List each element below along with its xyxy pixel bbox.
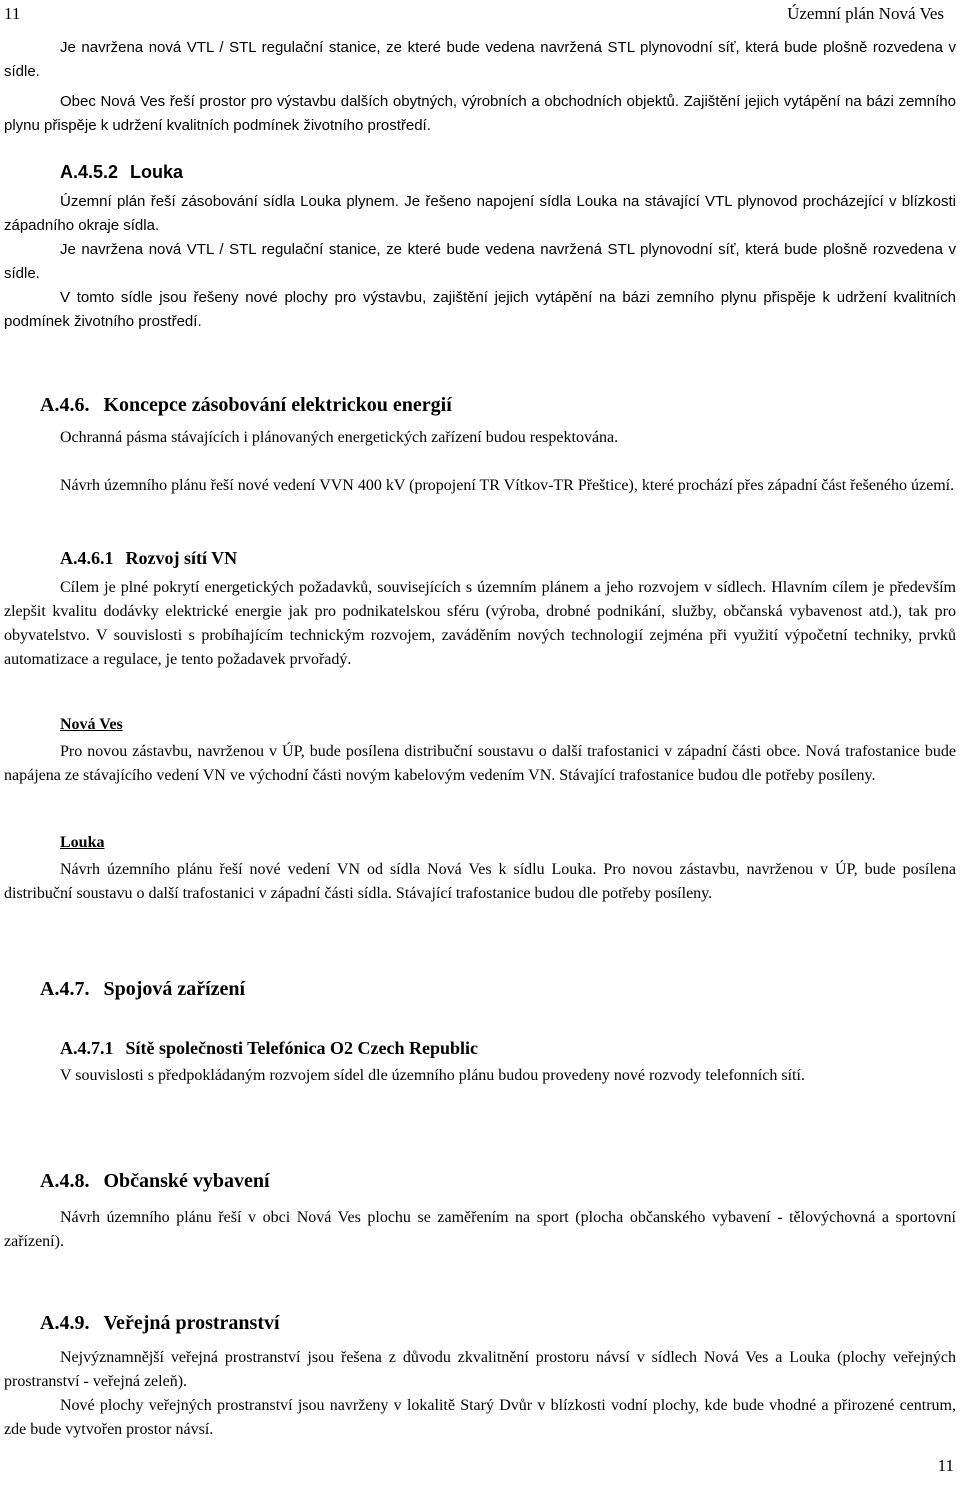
section-number: A.4.7. [40, 978, 90, 1000]
public-spaces-paragraph-2: Nové plochy veřejných prostranství jsou navrženy v lokalitě Starý Dvůr v blízkosti vodní plochy, kde bude vhodné a přirozené centrum, zde bude vytvořen prostor návsí. [4, 1397, 956, 1438]
section-number: A.4.9. [40, 1312, 90, 1334]
section-title: Občanské vybavení [103, 1170, 270, 1192]
section-number: A.4.6.1 [60, 548, 114, 568]
section-title: Veřejná prostranství [103, 1312, 280, 1334]
section-heading-a47 [40, 978, 245, 1001]
section-heading-a471 [60, 1038, 478, 1059]
header-title: Územní plán Nová Ves [787, 4, 944, 23]
telephone-paragraph: V souvislosti s předpokládaným rozvojem sídel dle územního plánu budou provedeny nové rozvody telefonních sítí. [60, 1067, 805, 1084]
section-heading-a49 [40, 1312, 280, 1335]
section-heading-a46 [40, 394, 452, 417]
vn-paragraph-1: Cílem je plné pokrytí energetických požadavků, souvisejících s územním plánem a jeho rozvojem v sídlech. Hlavním cílem je především zlepšit kvalitu dodávky elektrické energie jak pro podnikatelskou sféru (výroba, drobné podnikání, služby, občanská vybavenost atd.), tak pro obyvatelstvo. V souvislosti s probíhajícím technickým rozvojem, zaváděním nových technologií zejména při využití výpočetní techniky, prvků automatizace a regulace, je tento požadavek prvořadý. [4, 579, 956, 668]
section-heading-a48 [40, 1170, 270, 1193]
louka-gas-paragraph-3: V tomto sídle jsou řešeny nové plochy pro výstavbu, zajištění jejich vytápění na bázi zemního plynu přispěje k udržení kvalitních podmínek životního prostředí. [4, 289, 956, 330]
louka-gas-paragraph-2: Je navržena nová VTL / STL regulační stanice, ze které bude vedena navržená STL plynovodní síť, která bude plošně rozvedena v sídle. [4, 241, 956, 282]
electricity-paragraph-1: Ochranná pásma stávajících i plánovaných energetických zařízení budou respektována. [60, 429, 619, 446]
footer-page-number: 11 [937, 1456, 954, 1475]
electricity-paragraph-2: Návrh územního plánu řeší nové vedení VVN 400 kV (propojení TR Vítkov-TR Přeštice), které prochází přes západní část řešeného území. [60, 477, 955, 494]
section-number: A.4.7.1 [60, 1038, 114, 1058]
section-title: Spojová zařízení [103, 978, 246, 1000]
louka-vn-paragraph: Návrh územního plánu řeší nové vedení VN od sídla Nová Ves k sídlu Louka. Pro novou zástavbu, navrženou v ÚP, bude posílena distribuční soustavu o další trafostanici v západní části sídla. Stávající trafostanice budou dle potřeby posíleny. [4, 861, 956, 902]
civic-amenities-paragraph: Návrh územního plánu řeší v obci Nová Ves plochu se zaměřením na sport (plocha občanského vybavení - tělovýchovná a sportovní zařízení). [4, 1209, 956, 1250]
intro-paragraph-1: Je navržena nová VTL / STL regulační stanice, ze které bude vedena navržená STL plynovodní síť, která bude plošně rozvedena v sídle. [4, 39, 956, 80]
section-title: Rozvoj sítí VN [125, 548, 238, 568]
section-number: A.4.6. [40, 394, 90, 416]
subheading-nova-ves: Nová Ves [60, 716, 123, 733]
section-number: A.4.5.2 [60, 162, 119, 182]
section-title: Sítě společnosti Telefónica O2 Czech Republic [125, 1038, 478, 1058]
nova-ves-paragraph: Pro novou zástavbu, navrženou v ÚP, bude posílena distribuční soustavu o další trafostanici v západní části obce. Nová trafostanice bude napájena ze stávajícího vedení VN ve východní části novým kabelovým vedením VN. Stávající trafostanice budou dle potřeby posíleny. [4, 743, 956, 784]
subheading-louka: Louka [60, 834, 105, 851]
section-title: Koncepce zásobování elektrickou energií [103, 394, 452, 416]
header-page-number: 11 [4, 4, 21, 23]
intro-paragraph-2: Obec Nová Ves řeší prostor pro výstavbu dalších obytných, výrobních a obchodních objektů. Zajištění jejich vytápění na bázi zemního plynu přispěje k udržení kvalitních podmínek životního prostředí. [4, 93, 956, 134]
section-heading-a452 [60, 162, 183, 183]
section-number: A.4.8. [40, 1170, 90, 1192]
section-heading-a461 [60, 548, 237, 569]
section-title: Louka [130, 162, 184, 182]
public-spaces-paragraph-1: Nejvýznamnější veřejná prostranství jsou řešena z důvodu zkvalitnění prostoru návsí v sídlech Nová Ves a Louka (plochy veřejných prostranství - veřejná zeleň). [4, 1349, 956, 1390]
louka-gas-paragraph-1: Územní plán řeší zásobování sídla Louka plynem. Je řešeno napojení sídla Louka na stávající VTL plynovod procházející v blízkosti západního okraje sídla. [4, 193, 956, 234]
